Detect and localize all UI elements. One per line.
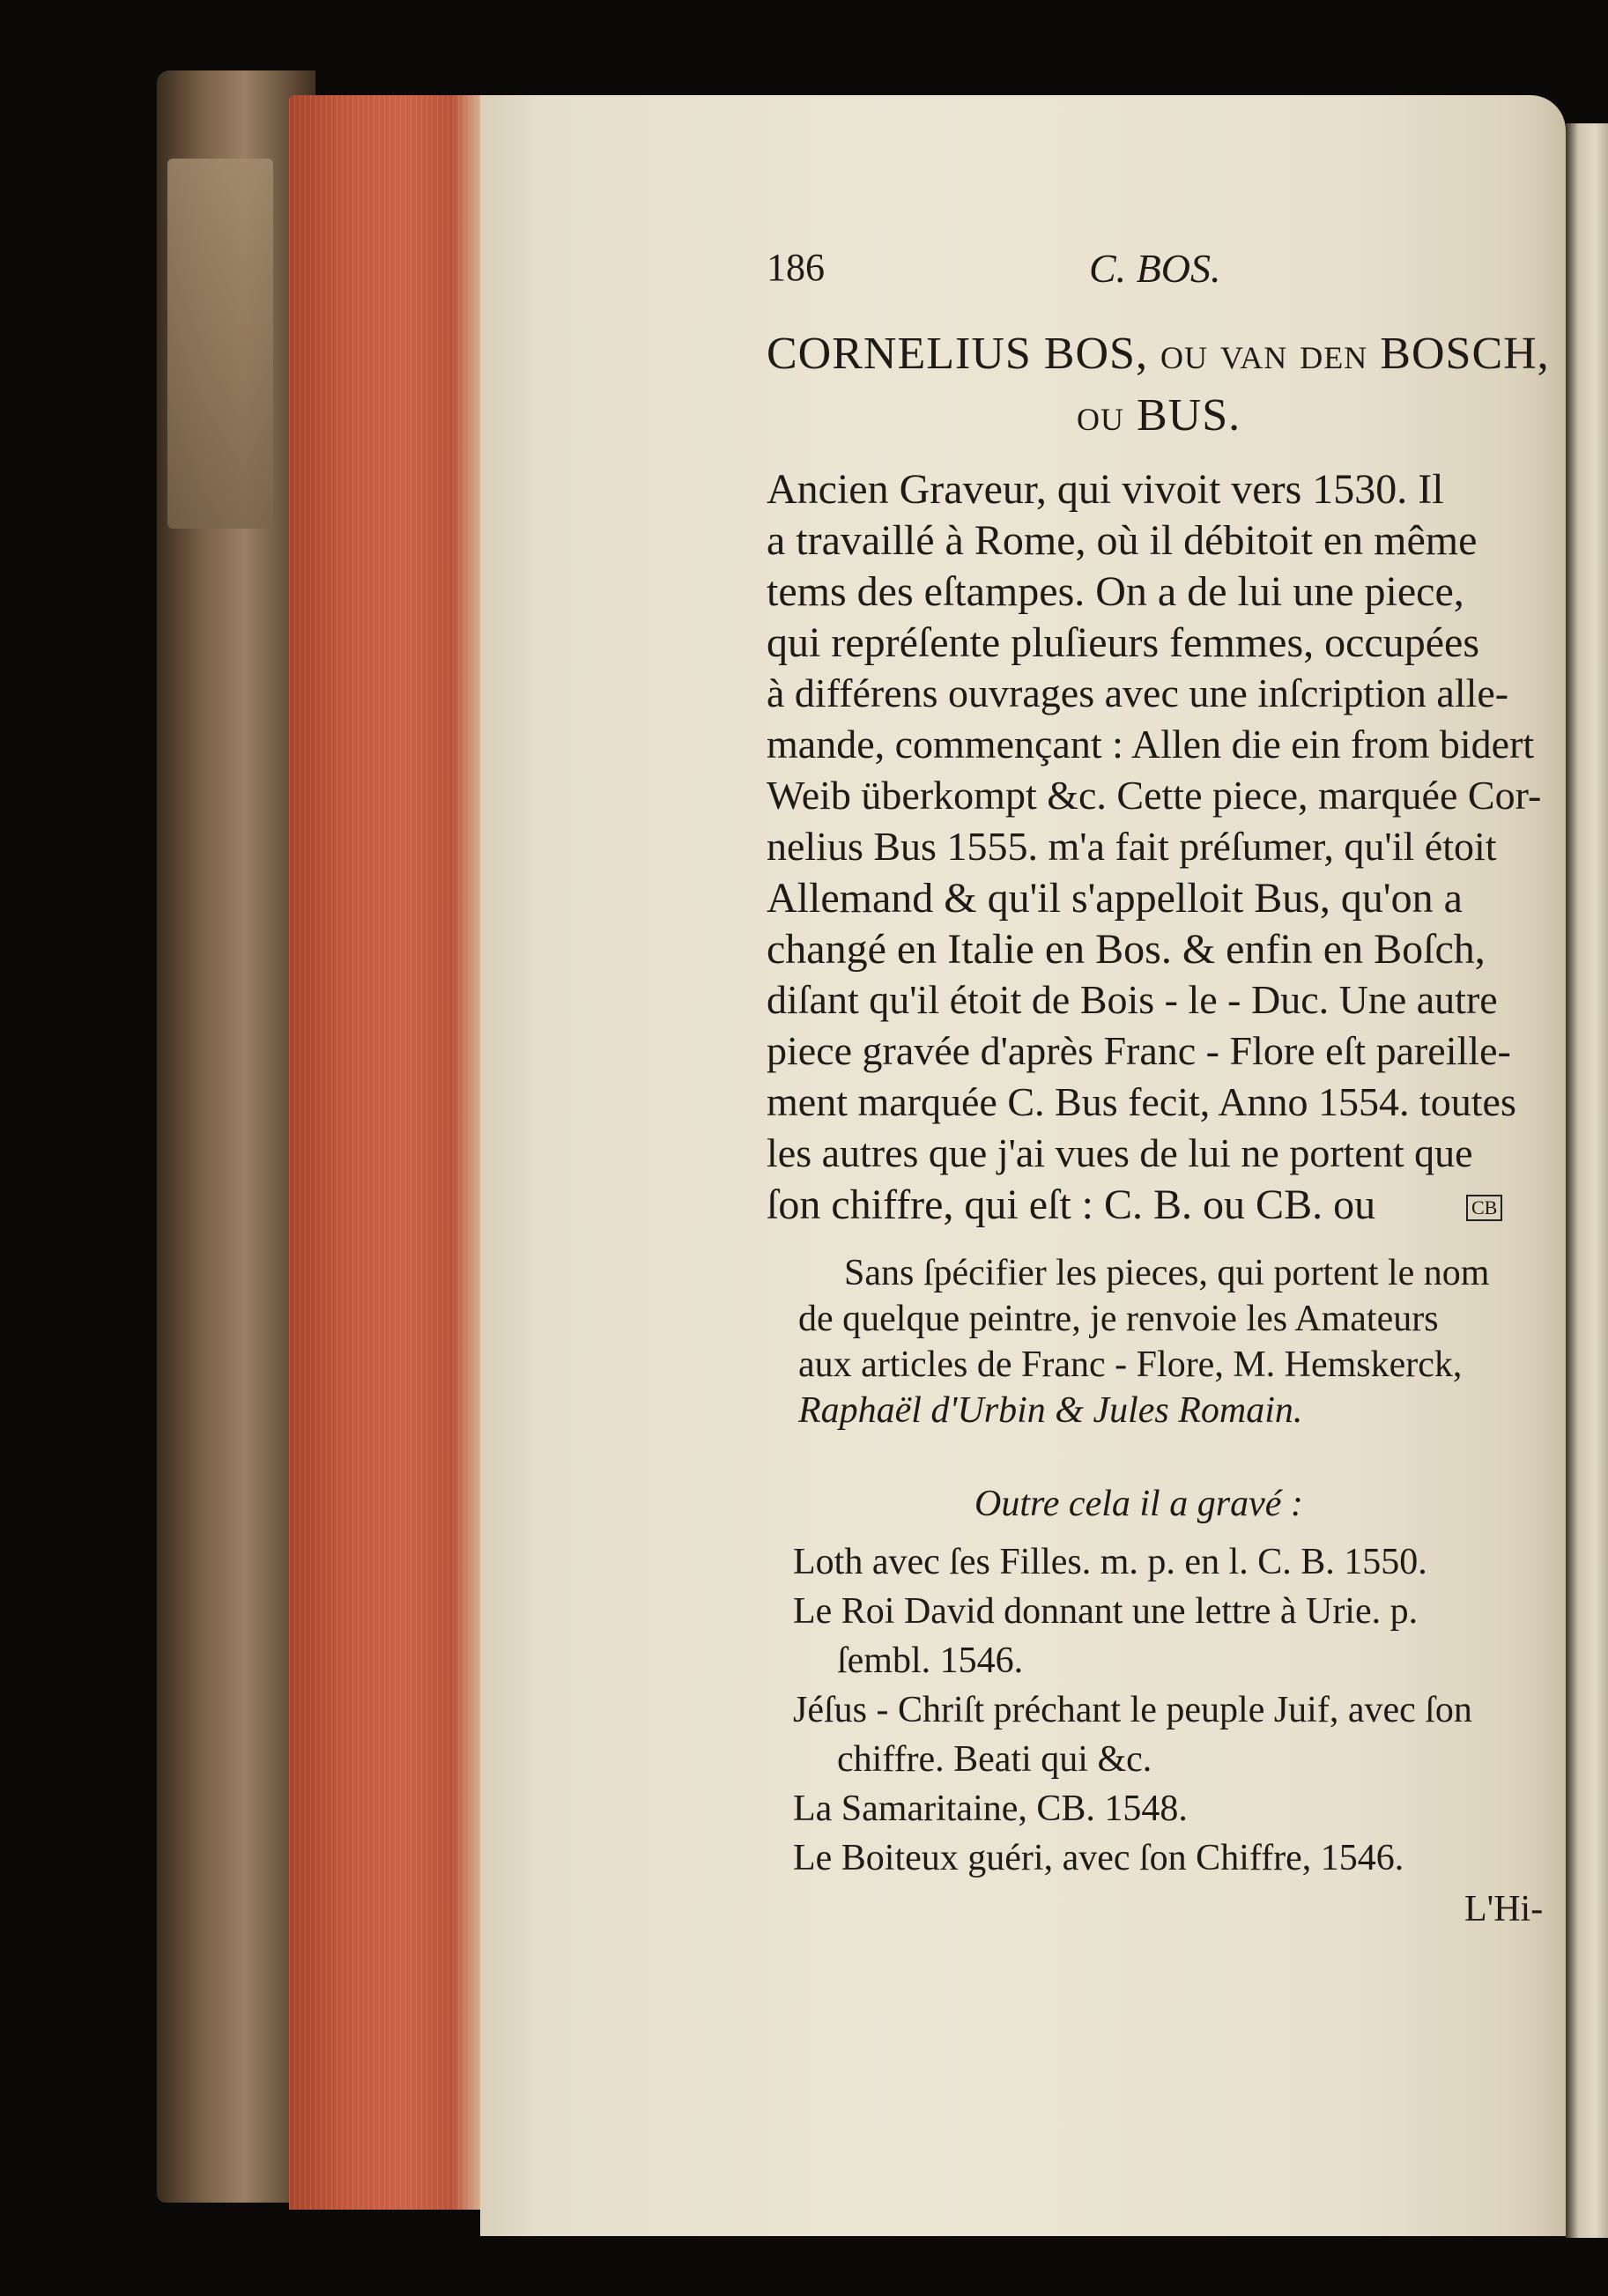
paragraph-line: à différens ouvrages avec une inſcription alle- [767, 670, 1509, 715]
work-item-continuation: ſembl. 1546. [837, 1641, 1024, 1681]
paragraph-line: piece gravée d'après Franc - Flore eſt pareille- [767, 1028, 1511, 1073]
paragraph-line: diſant qu'il étoit de Bois - le - Duc. Une autre [767, 977, 1498, 1022]
works-subheading: Outre cela il a gravé : [974, 1484, 1303, 1524]
note-line: Sans ſpécifier les pieces, qui portent le nom [844, 1253, 1490, 1293]
heading-line-1: CORNELIUS BOS, ou van den BOSCH, [767, 329, 1550, 379]
running-title: C. BOS. [1089, 246, 1221, 291]
work-item: Le Roi David donnant une lettre à Urie. p. [793, 1591, 1419, 1632]
paragraph-line: Allemand & qu'il s'appelloit Bus, qu'on a [767, 875, 1463, 922]
paragraph-line: Ancien Graveur, qui vivoit vers 1530. Il [767, 466, 1444, 513]
paragraph-line: qui repréſente pluſieurs femmes, occupées [767, 619, 1480, 666]
paragraph-line: Weib überkompt &c. Cette piece, marquée Cor- [767, 773, 1542, 818]
note-line: aux articles de Franc - Flore, M. Hemskerck, [798, 1344, 1463, 1385]
heading-line-2: ou BUS. [1077, 390, 1241, 441]
work-item-continuation: chiffre. Beati qui &c. [837, 1739, 1152, 1780]
paragraph-line: a travaillé à Rome, où il débitoit en même [767, 517, 1478, 564]
paragraph-line: ment marquée C. Bus fecit, Anno 1554. toutes [767, 1079, 1516, 1124]
monogram-box: CB [1466, 1195, 1502, 1221]
note-line: de quelque peintre, je renvoie les Amateurs [798, 1299, 1439, 1339]
work-item: Loth avec ſes Filles. m. p. en l. C. B. 1550. [793, 1542, 1427, 1582]
cover-leather-patch [167, 159, 273, 529]
work-item: La Samaritaine, CB. 1548. [793, 1789, 1188, 1829]
paragraph-line: ſon chiffre, qui eſt : C. B. ou CB. ou [767, 1181, 1376, 1228]
work-item: Jéſus - Chriſt préchant le peuple Juif, avec ſon [793, 1690, 1472, 1730]
paragraph-line: tems des eſtampes. On a de lui une piece, [767, 568, 1464, 615]
paragraph-line: les autres que j'ai vues de lui ne portent que [767, 1130, 1473, 1175]
adjacent-page-edge [1566, 123, 1608, 2238]
paragraph-line: nelius Bus 1555. m'a fait préſumer, qu'il étoit [767, 824, 1497, 869]
paragraph-line: changé en Italie en Bos. & enfin en Boſch, [767, 926, 1486, 973]
work-item: Le Boiteux guéri, avec ſon Chiffre, 1546. [793, 1838, 1404, 1878]
catchword: L'Hi- [1464, 1889, 1544, 1929]
page-number: 186 [767, 246, 825, 289]
paragraph-line: mande, commençant : Allen die ein from bidert [767, 722, 1535, 767]
red-fore-edge [289, 95, 481, 2210]
note-line: Raphaël d'Urbin & Jules Romain. [798, 1390, 1303, 1431]
